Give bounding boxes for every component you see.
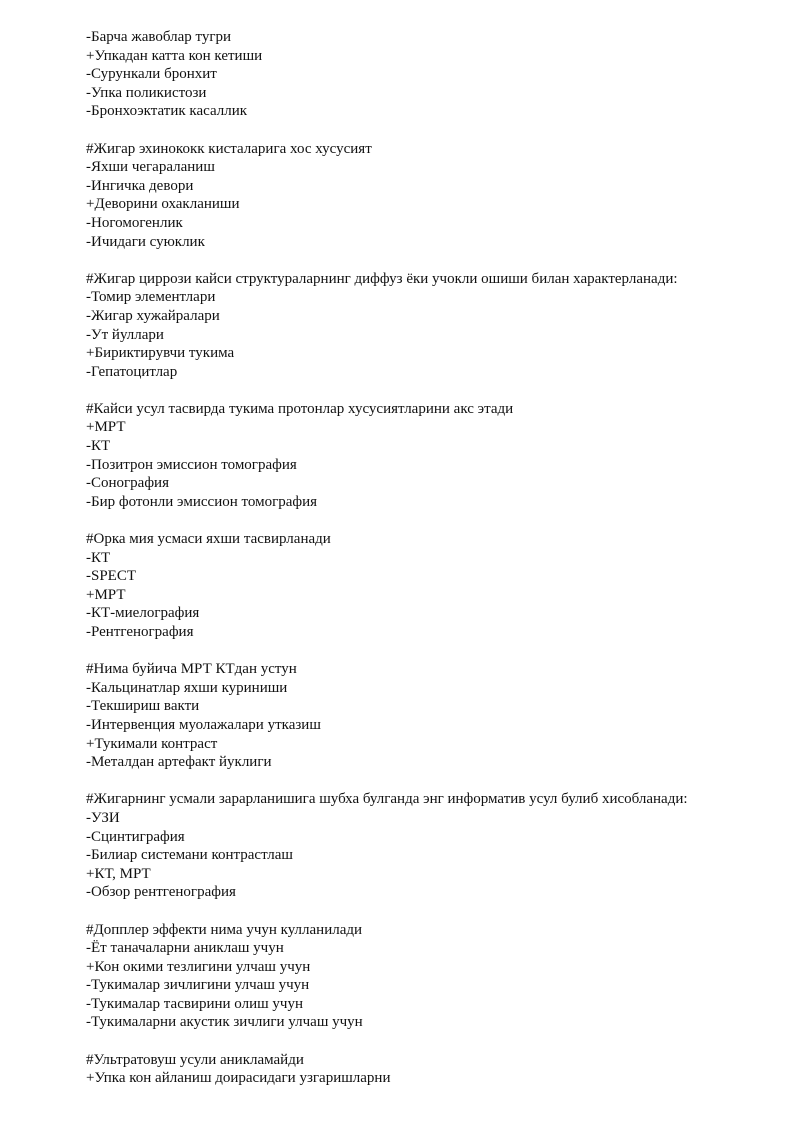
option-line: +МРТ	[86, 586, 126, 603]
option-line: -Текшириш вакти	[86, 698, 200, 715]
question-line: #Допплер эффекти нима учун кулланилади	[86, 921, 363, 938]
option-line: +КТ, МРТ	[86, 865, 151, 882]
block-separator	[86, 121, 776, 140]
block-separator	[86, 642, 776, 661]
question-line: #Ультратовуш усули аникламайди	[86, 1051, 304, 1068]
option-line: -Сурункали бронхит	[86, 66, 217, 83]
option-line: -КТ	[86, 438, 111, 455]
option-line: -Тукималар тасвирини олиш учун	[86, 995, 303, 1012]
option-line: -Бир фотонли эмиссион томография	[86, 493, 318, 510]
block-separator	[86, 1032, 776, 1051]
option-line: -Сцинтиграфия	[86, 828, 185, 845]
option-line: -УЗИ	[86, 809, 120, 826]
option-line: +Тукимали контраст	[86, 735, 218, 752]
option-line: -Яхши чегараланиш	[86, 159, 215, 176]
question-line: #Жигарнинг усмали зарарланишига шубха булганда энг информатив усул булиб хисобланади:	[86, 791, 688, 808]
option-line: -Тукималарни акустик зичлиги улчаш учун	[86, 1014, 363, 1031]
question-line: #Нима буйича МРТ КТдан устун	[86, 661, 297, 678]
block-separator	[86, 902, 776, 921]
block-separator	[86, 772, 776, 791]
question-line: #Жигар эхинококк кисталарига хос хусусият	[86, 140, 372, 157]
option-line: -Бронхоэктатик касаллик	[86, 103, 248, 120]
option-line: -Интервенция муолажалари утказиш	[86, 716, 321, 733]
option-line: -Ингичка девори	[86, 177, 194, 194]
question-line: #Орка мия усмаси яхши тасвирланади	[86, 531, 331, 548]
option-line: -Билиар системани контрастлаш	[86, 847, 293, 864]
option-line: -Барча жавоблар тугри	[86, 29, 232, 45]
document-text	[86, 28, 776, 1088]
option-line: -Гепатоцитлар	[86, 363, 178, 380]
option-line: +МРТ	[86, 419, 126, 436]
option-line: +Бириктирувчи тукима	[86, 345, 235, 362]
option-line: -Рентгенография	[86, 624, 194, 640]
option-line: -Ут йуллари	[86, 326, 164, 343]
option-line: -Ичидаги суюклик	[86, 233, 205, 250]
option-line: -КТ	[86, 549, 111, 566]
option-line: -Обзор рентгенография	[86, 884, 236, 901]
option-line: -Позитрон эмиссион томография	[86, 456, 297, 473]
option-line: -Металдан артефакт йуклиги	[86, 754, 272, 771]
option-line: -Упка поликистози	[86, 84, 207, 101]
option-line: -Тукималар зичлигини улчаш учун	[86, 977, 310, 994]
option-line: +Упкадан катта кон кетиши	[86, 47, 263, 64]
option-line: -Кальцинатлар яхши куриниши	[86, 679, 288, 696]
block-separator	[86, 381, 776, 400]
option-line: -Ногомогенлик	[86, 214, 183, 231]
option-line: -Сонография	[86, 475, 169, 492]
block-separator	[86, 251, 776, 270]
option-line: -SPECT	[86, 568, 137, 585]
option-line: +Упка кон айланиш доирасидаги узгаришларни	[86, 1070, 391, 1087]
option-line: +Деворини охакланиши	[86, 196, 240, 213]
block-separator	[86, 511, 776, 530]
question-line: #Кайси усул тасвирда тукима протонлар хусусиятларини акс этади	[86, 400, 514, 417]
option-line: -КТ-миелография	[86, 605, 200, 622]
option-line: -Ёт таначаларни аниклаш учун	[86, 940, 284, 957]
question-line: #Жигар циррози кайси структураларнинг диффуз ёки учокли ошиши билан характерланади:	[86, 270, 678, 287]
option-line: +Кон окими тезлигини улчаш учун	[86, 958, 311, 975]
option-line: -Жигар хужайралари	[86, 307, 220, 324]
option-line: -Томир элементлари	[86, 289, 216, 306]
